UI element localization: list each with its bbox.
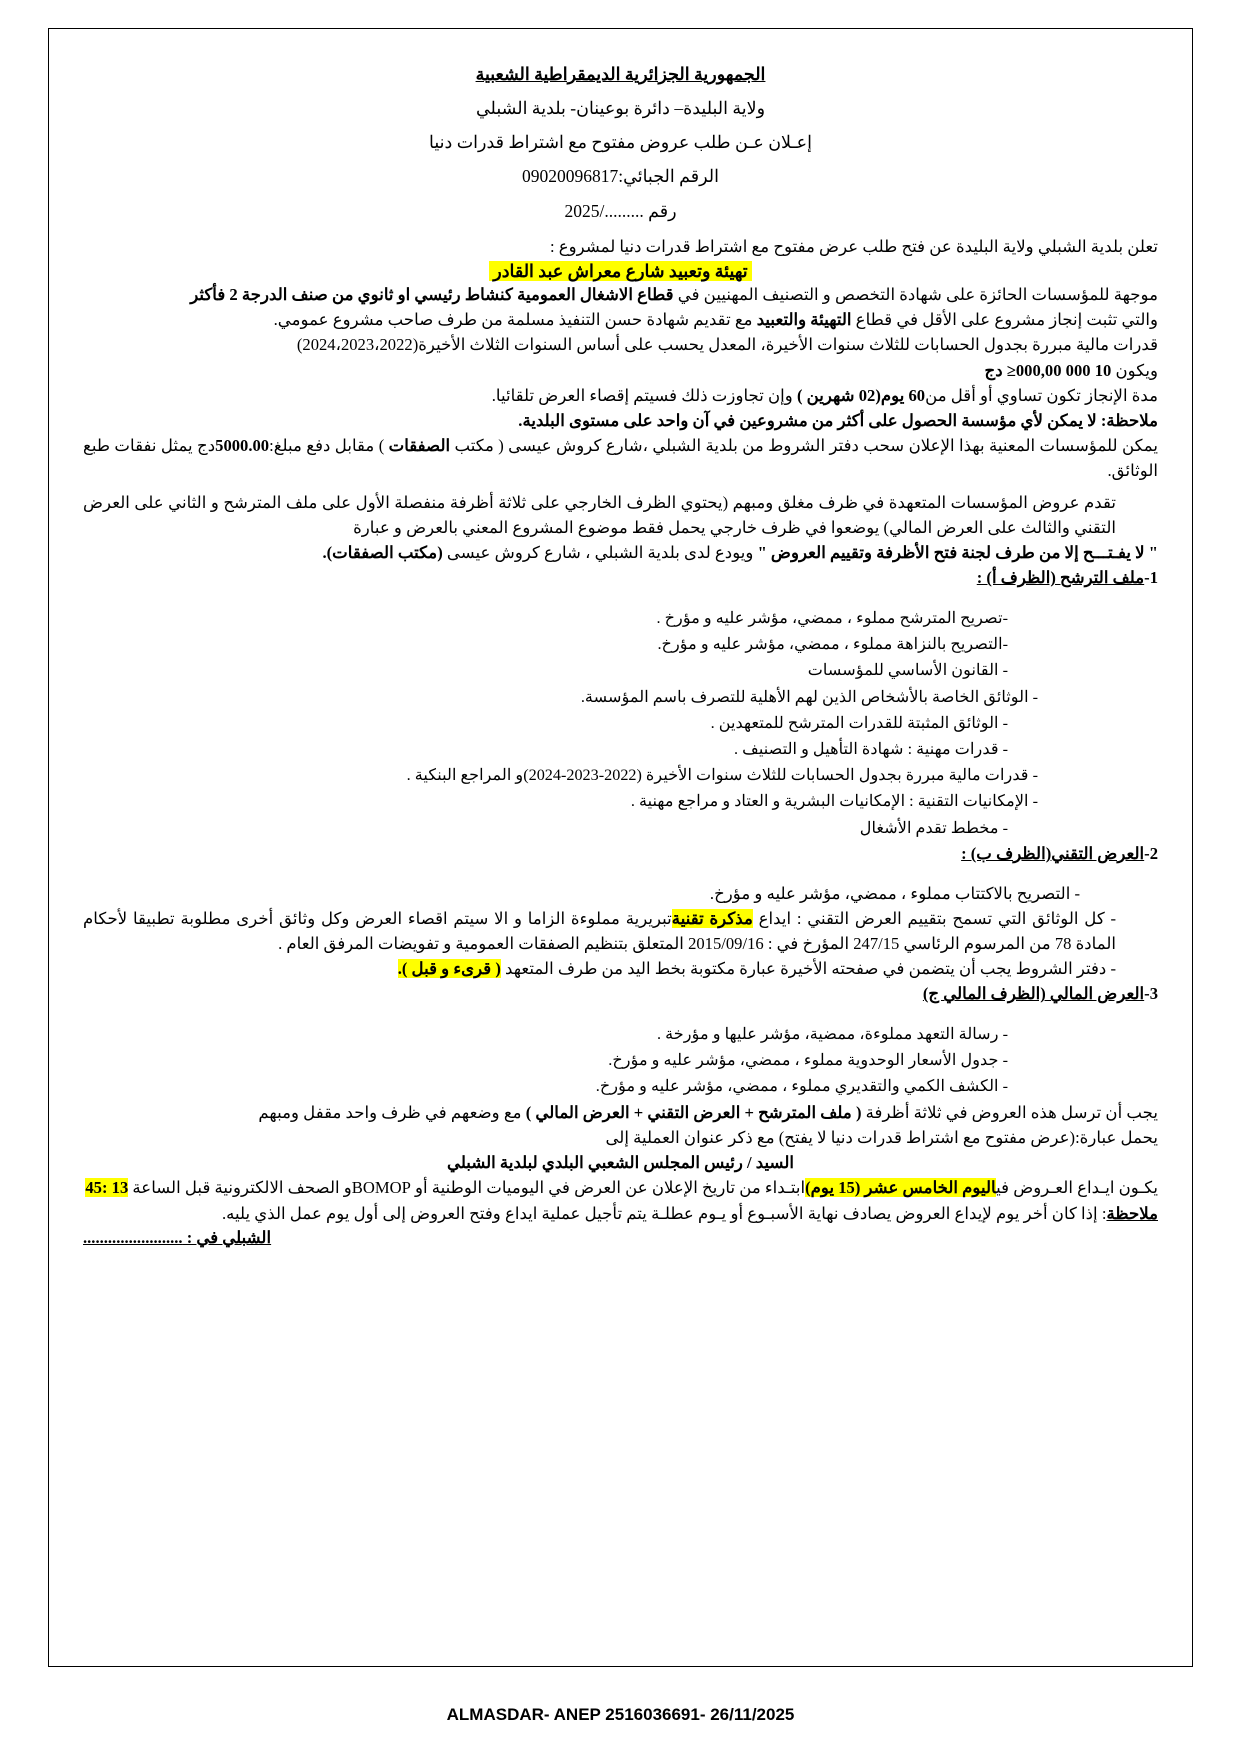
condition-amount (83, 358, 1158, 383)
section-2-item-2-a: - كل الوثائق التي تسمح بتقييم العرض التقني : ايداع (752, 908, 1117, 928)
deadline-time-highlight: 13 :45 (85, 1178, 129, 1198)
note-two-text: : إذا كان أخر يوم لإيداع العروض يصادف نهاية الأسبـوع أو يـوم عطلـة يتم تأجيل عملية ايداع وفتح العروض إلى أول يوم عمل الذي يليه. (221, 1203, 1107, 1223)
condition-duration (83, 383, 1158, 408)
condition-amount-lead: ويكون (1111, 360, 1158, 380)
place-dots: ........................ (83, 1227, 183, 1247)
condition-qualification (83, 282, 1158, 307)
list-item: - جدول الأسعار الوحدوية مملوء ، ممضي، مؤشر عليه و مؤرخ. (608, 1051, 1008, 1070)
list-item: - قدرات مهنية : شهادة التأهيل و التصنيف . (734, 740, 1008, 759)
closing-send-line (83, 1100, 1158, 1125)
section-2-item-3-a: - دفتر الشروط يجب أن يتضمن في صفحته الأخيرة عبارة مكتوبة بخط اليد من طرف المتعهد (500, 959, 1116, 979)
page-footer: ALMASDAR- ANEP 2516036691- 26/11/2025 (446, 1705, 795, 1724)
section-2-item-3 (83, 956, 1158, 981)
deadline-days-highlight: اليوم الخامس عشر (15 يوم) (805, 1178, 997, 1198)
document-header (83, 57, 1158, 228)
page-border-frame (48, 28, 1193, 1667)
note-two-label: ملاحظة (1106, 1203, 1158, 1223)
section-1-number: 1- (1144, 568, 1158, 588)
document-body (49, 29, 1192, 1274)
section-3-title: العرض المالي (الظرف المالي ج) (922, 984, 1145, 1004)
section-2-number: 2- (1144, 843, 1158, 863)
sealed-phrase: " لا يفـتـــح إلا من طرف لجنة فتح الأظرفة وتقييم العروض " (757, 543, 1158, 563)
section-3-list (83, 1021, 1158, 1100)
note-one-text: لا يمكن لأي مؤسسة الحصول على أكثر من مشروعين في آن واحد على مستوى البلدية. (518, 410, 1101, 430)
condition-duration-value: 60 يوم(02 شهرين ) (796, 385, 926, 405)
closing-addressee-line (83, 1150, 1158, 1175)
condition-experience-c: مع تقديم شهادة حسن التنفيذ مسلمة من طرف صاحب مشروع عمومي. (273, 310, 757, 330)
condition-experience (83, 307, 1158, 332)
condition-duration-c: وإن تجاوزت ذلك فسيتم إقصاء العرض تلقائيا. (491, 385, 797, 405)
section-3-heading (83, 984, 1158, 1004)
sealed-office: (مكتب الصفقات). (322, 543, 443, 563)
list-item: - الوثائق المثبتة للقدرات المترشح للمتعهدين . (710, 713, 1008, 732)
list-item: - قدرات مالية مبررة بجدول الحسابات للثلاث سنوات الأخيرة (2022-2023-2024)و المراجع البنكية . (406, 766, 1038, 785)
section-3-number: 3- (1144, 984, 1158, 1004)
condition-duration-a: مدة الإنجاز تكون تساوي أو أقل من (925, 385, 1158, 405)
sealed-middle: ويودع لدى بلدية الشبلي ، شارع كروش عيسى (442, 543, 758, 563)
closing-bear-line: يحمل عبارة:(عرض مفتوح مع اشتراط قدرات دنيا لا يفتح) مع ذكر عنوان العملية إلى (605, 1127, 1158, 1147)
withdraw-e: دج يمثل نفقات طبع الوثائق. (83, 436, 1158, 481)
section-1-title: ملف الترشح (الظرف أ) : (976, 568, 1145, 588)
closing-send-a: يجب أن ترسل هذه العروض في ثلاثة أظرفة (861, 1102, 1158, 1122)
intro-line: تعلن بلدية الشبلي ولاية البليدة عن فتح طلب عرض مفتوح مع اشتراط قدرات دنيا لمشروع : (550, 236, 1158, 256)
section-2-title: العرض التقني(الظرف ب) : (961, 843, 1145, 863)
closing-send-c: مع وضعهم في ظرف واحد مقفل ومبهم (258, 1102, 526, 1122)
note-one-label: ملاحظة: (1100, 410, 1158, 430)
project-title: تهيئة وتعبيد شارع معراش عبد القادر (489, 261, 751, 281)
note-two-line (83, 1201, 1158, 1226)
reference-number-line: رقم ........./2025 (564, 200, 677, 221)
addressee: السيد / رئيس المجلس الشعبي البلدي لبلدية الشبلي (446, 1153, 794, 1173)
list-item: - الكشف الكمي والتقديري مملوء ، ممضي، مؤشر عليه و مؤرخ. (595, 1077, 1008, 1096)
list-item: - مخطط تقدم الأشغال (859, 818, 1008, 837)
read-and-accepted-highlight: ( قرىء و قبل ). (397, 959, 501, 979)
republic-title: الجمهورية الجزائرية الديمقراطية الشعبية (475, 64, 766, 84)
section-2-item-1: - التصريح بالاكتتاب مملوء ، ممضي، مؤشر عليه و مؤرخ. (709, 883, 1080, 903)
tax-number-line: الرقم الجبائي:09020096817 (522, 166, 719, 187)
list-item: - الإمكانيات التقنية : الإمكانيات البشرية و العتاد و مراجع مهنية . (630, 792, 1038, 811)
section-1-list (83, 605, 1158, 841)
section-2-item-2 (83, 906, 1158, 956)
technical-memo-highlight: مذكرة تقنية (671, 908, 753, 928)
withdraw-c: ) مقابل دفع مبلغ: (269, 436, 389, 456)
wilaya-line: ولاية البليدة– دائرة بوعينان- بلدية الشبلي (475, 98, 766, 119)
condition-qualification-bold: قطاع الاشغال العمومية كنشاط رئيسي او ثانوي من صنف الدرجة 2 فأكثر (190, 284, 674, 304)
condition-financial: قدرات مالية مبررة بجدول الحسابات للثلاث سنوات الأخيرة، المعدل يحسب على أساس السنوات الثلاث الأخيرة(2024،2023،2022) (296, 335, 1158, 355)
condition-experience-sector: التهيئة والتعبيد (756, 310, 852, 330)
condition-experience-a: والتي تثبت إنجاز مشروع على الأقل في قطاع (851, 310, 1158, 330)
condition-qualification-lead: موجهة للمؤسسات الحائزة على شهادة التخصص و التصنيف المهنيين في (673, 284, 1158, 304)
deadline-b: ابتـداء من تاريخ الإعلان عن العرض في اليوميات الوطنية أو BOMOPو الصحف الالكترونية قبل الساعة (128, 1178, 806, 1198)
section-1-heading (83, 568, 1158, 588)
place-label: الشبلي في : (182, 1227, 272, 1247)
project-title-wrapper (83, 261, 1158, 282)
section-2-item-2-b: تبريرية مملوءة الزاما و الا سيتم اقصاء العرض وكل وثائق أخرى مطلوبة تطبيقا لأحكام المادة 78 من المرسوم الرئاسي 247/15 المؤرخ في : 2015/09/16 المتعلق بتنظيم الصفقات العمومية و تفويضات المرفق العام . (83, 908, 1116, 953)
list-item: - الوثائق الخاصة بالأشخاص الذين لهم الأهلية للتصرف باسم المؤسسة. (580, 687, 1038, 706)
withdraw-price: 5000.00 (215, 436, 270, 456)
list-item: -التصريح بالنزاهة مملوء ، ممضي، مؤشر عليه و مؤرخ. (657, 635, 1008, 654)
closing-envelopes: ( ملف المترشح + العرض التقني + العرض المالي ) (525, 1102, 862, 1122)
deadline-a: يكـون ايـداع العـروض في (996, 1178, 1158, 1198)
submission-paragraph: تقدم عروض المؤسسات المتعهدة في ظرف مغلق ومبهم (يحتوي الظرف الخارجي على ثلاثة أظرفة منفصلة الأول على ملف المترشح و الثاني على العرض التقني والثالث على العرض المالي) يوضعوا في ظرف خارجي يحمل فقط موضوع المشروع المعني بالعرض و عبارة (83, 492, 1116, 537)
closing-deadline-line (83, 1175, 1158, 1200)
list-item: -تصريح المترشح مملوء ، ممضي، مؤشر عليه و مؤرخ . (656, 608, 1008, 627)
withdraw-office: الصفقات (388, 436, 451, 456)
list-item: - رسالة التعهد مملوءة، ممضية، مؤشر عليها و مؤرخة . (657, 1025, 1008, 1044)
note-one-line (83, 408, 1158, 433)
condition-amount-value: 10 000 000,00≤ دج (984, 360, 1112, 380)
section-2-heading (83, 844, 1158, 864)
list-item: - القانون الأساسي للمؤسسات (807, 661, 1008, 680)
withdraw-paragraph (83, 433, 1158, 483)
submission-sealed-line (83, 540, 1158, 565)
withdraw-a: يمكن للمؤسسات المعنية بهذا الإعلان سحب دفتر الشروط من بلدية الشبلي ،شارع كروش عيسى ( مكتب (450, 436, 1158, 456)
announcement-line: إعـلان عـن طلب عروض مفتوح مع اشتراط قدرات دنيا (429, 132, 812, 153)
place-and-date-line (83, 1228, 1158, 1248)
